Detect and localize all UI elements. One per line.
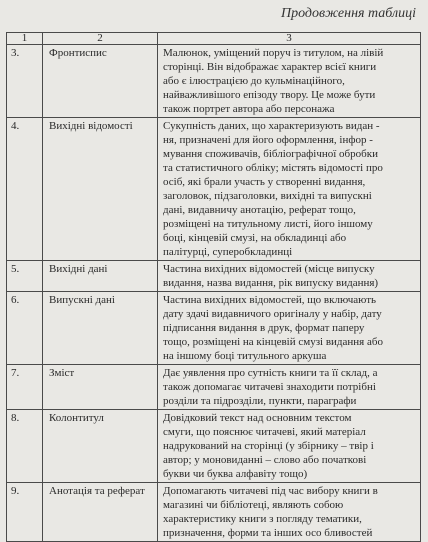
- description-line: мування споживачів, бібліографічної обробки: [163, 148, 378, 160]
- description-line: Малюнок, уміщений поруч із титулом, на лівій: [163, 47, 384, 59]
- description-line: осіб, які брали участь у створенні видання,: [163, 176, 366, 188]
- row-number: 4.: [7, 118, 43, 261]
- description-line: магазині чи бібліотеці, являють собою: [163, 499, 344, 511]
- description-line: або є ілюстрацією до кульмінаційного,: [163, 75, 345, 87]
- column-header-number: 1: [7, 33, 43, 45]
- description-line: тощо, розміщені на кінцевій смузі видання або: [163, 336, 383, 348]
- row-term: Зміст: [43, 365, 158, 410]
- description-line: видання, назва видання, рік випуску видання): [163, 277, 379, 289]
- description-line: Довідковий текст над основним текстом: [163, 412, 352, 424]
- description-line: Частина вихідних відомостей, що включають: [163, 294, 377, 306]
- row-number: 6.: [7, 292, 43, 365]
- row-number: 5.: [7, 261, 43, 292]
- description-line: боці, кінцевій смузі, на обкладинці або: [163, 232, 347, 244]
- table-header-row: [7, 33, 421, 45]
- table-row: [7, 292, 421, 365]
- description-line: та статистичного обліку; містять відомості про: [163, 162, 383, 174]
- description-line: палітурці, суперобкладинці: [163, 246, 293, 258]
- row-term: Анотація та реферат: [43, 483, 158, 542]
- description-line: заголовок, підзаголовки, вихідні та випускні: [163, 190, 372, 202]
- table-row: [7, 365, 421, 410]
- row-term: Випускні дані: [43, 292, 158, 365]
- row-description: [158, 261, 421, 292]
- table-continuation-caption: Продовження таблиці: [280, 6, 416, 21]
- row-description: [158, 483, 421, 542]
- row-description: [158, 45, 421, 118]
- description-line: характеристику книги з погляду тематики,: [163, 513, 362, 525]
- row-term: Колонтитул: [43, 410, 158, 483]
- row-term: Фронтиспис: [43, 45, 158, 118]
- description-line: букви чи буква алфавіту тощо): [163, 468, 308, 480]
- column-header-term: 2: [43, 33, 158, 45]
- row-description: [158, 410, 421, 483]
- description-line: автор; у моновиданні – слово або початкові: [163, 454, 367, 466]
- terms-table: [6, 32, 421, 542]
- description-line: Допомагають читачеві під час вибору книги в: [163, 485, 378, 497]
- description-line: розділи та підрозділи, пункти, параграфи: [163, 395, 357, 407]
- row-term: Вихідні відомості: [43, 118, 158, 261]
- table-row: [7, 410, 421, 483]
- description-line: Сукупність даних, що характеризують видан -: [163, 120, 380, 132]
- row-description: [158, 365, 421, 410]
- row-number: 9.: [7, 483, 43, 542]
- description-line: Частина вихідних відомостей (місце випуску: [163, 263, 375, 275]
- table-row: [7, 483, 421, 542]
- row-number: 8.: [7, 410, 43, 483]
- description-line: розміщені на титульному листі, його іншому: [163, 218, 373, 230]
- description-line: дані, видавничу анотацію, реферат тощо,: [163, 204, 356, 216]
- column-header-description: 3: [158, 33, 421, 45]
- row-description: [158, 118, 421, 261]
- description-line: сторінці. Він відображає характер всієї книги: [163, 61, 377, 73]
- row-number: 3.: [7, 45, 43, 118]
- table-row: [7, 118, 421, 261]
- description-line: найважливішого епізоду твору. Це може бути: [163, 89, 376, 101]
- table-row: [7, 261, 421, 292]
- table-row: [7, 45, 421, 118]
- description-line: також допомагає читачеві знаходити потрібні: [163, 381, 376, 393]
- description-line: на іншому боці титульного аркуша: [163, 350, 327, 362]
- row-number: 7.: [7, 365, 43, 410]
- row-term: Вихідні дані: [43, 261, 158, 292]
- description-line: дату здачі видавничого оригіналу у набір, дату: [163, 308, 382, 320]
- description-line: надрукований на сторінці (у збірнику – твір і: [163, 440, 374, 452]
- description-line: смуги, що пояснює читачеві, який матеріал: [163, 426, 366, 438]
- description-line: ня, призначені для його оформлення, інфор -: [163, 134, 373, 146]
- row-description: [158, 292, 421, 365]
- description-line: призначення, форми та інших осо бливостей: [163, 527, 373, 539]
- description-line: також портрет автора або персонажа: [163, 103, 335, 115]
- description-line: підписання видання в друк, формат паперу: [163, 322, 365, 334]
- description-line: Дає уявлення про сутність книги та її склад, а: [163, 367, 378, 379]
